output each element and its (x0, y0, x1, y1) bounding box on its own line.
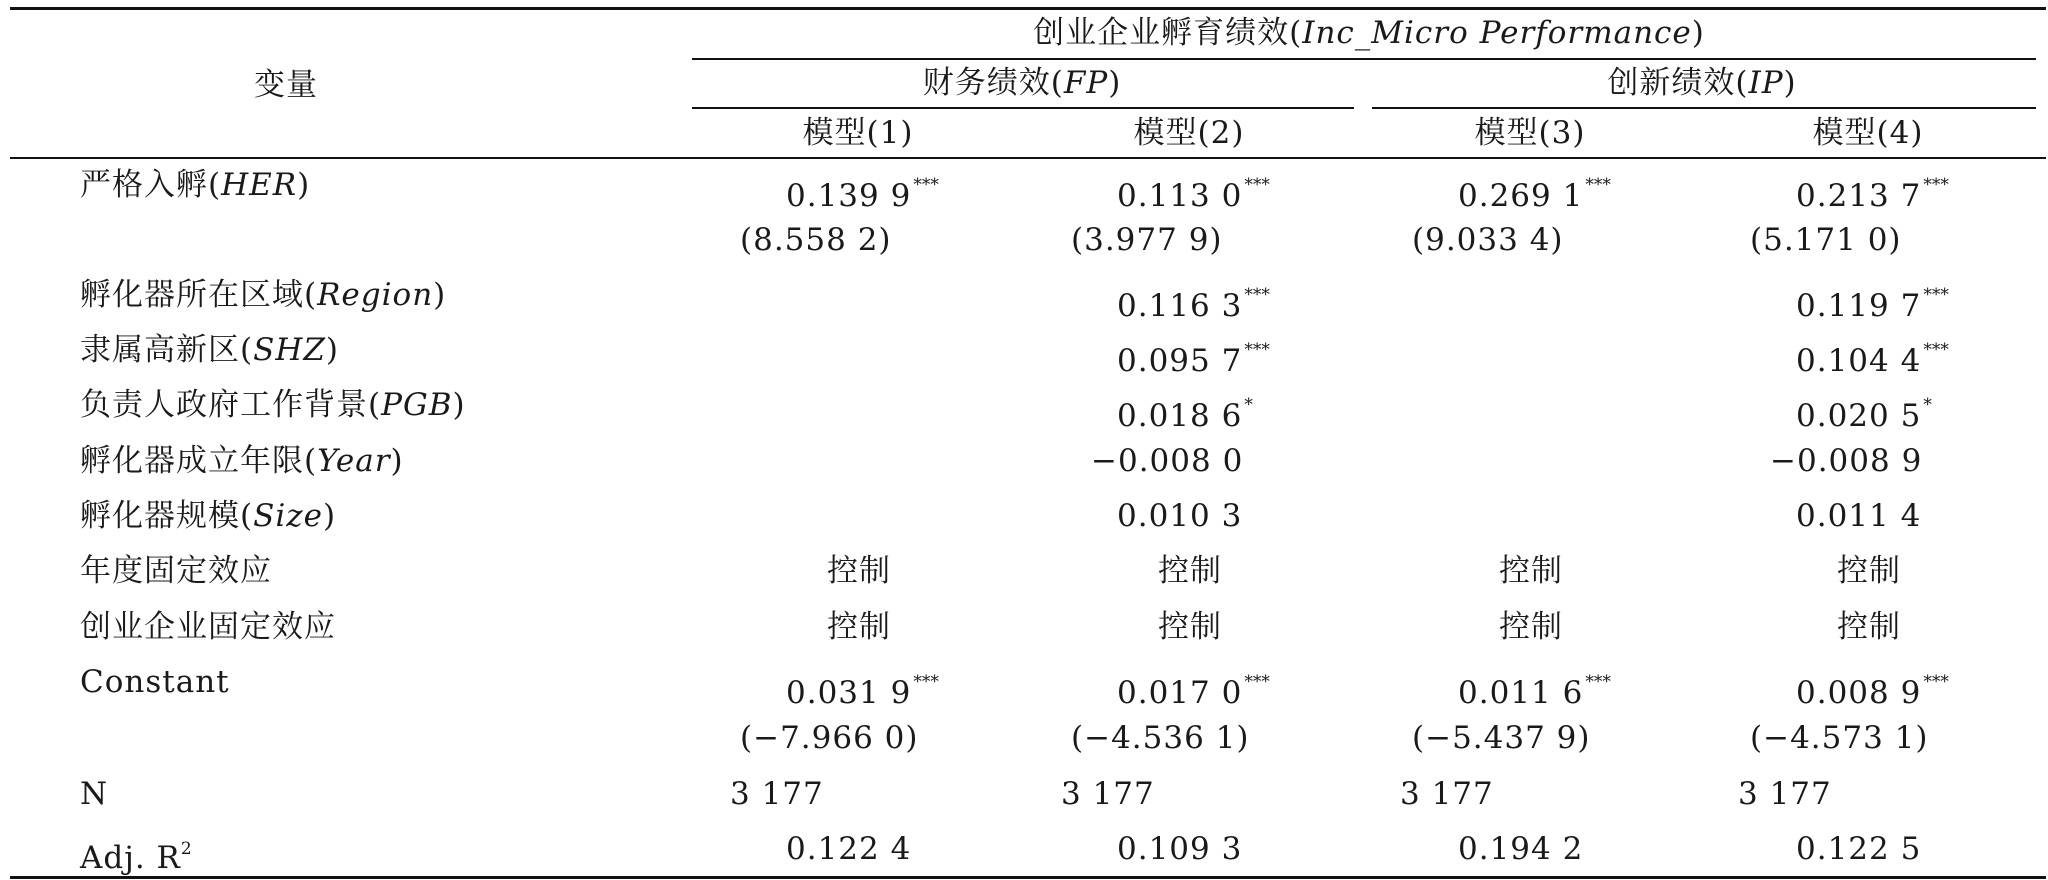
adj-r2-cell: 0.194 2 (1458, 831, 1584, 867)
table-cell: 0.011 4 (1796, 498, 1922, 534)
table-cell: 控制 (1158, 553, 1222, 589)
significance-stars: *** (1923, 340, 1949, 360)
super-header: 创业企业孵育绩效(Inc_Micro Performance) (1033, 15, 1705, 51)
significance-stars: *** (1585, 175, 1611, 195)
super-header-rule (692, 58, 2036, 60)
table-cell: (5.171 0) (1750, 222, 1902, 258)
row-label: 孵化器所在区域(Region) (80, 277, 447, 313)
table-cell: −0.008 9 (1770, 443, 1923, 479)
table-cell: 0.095 7 *** (1117, 340, 1270, 379)
row-label: 孵化器规模(Size) (80, 498, 337, 534)
significance-stars: *** (1244, 285, 1270, 305)
adj-r2-cell: 0.109 3 (1117, 831, 1243, 867)
table-cell: (8.558 2) (740, 222, 892, 258)
table-cell: −0.008 0 (1091, 443, 1244, 479)
table-cell: 0.011 6 *** (1458, 672, 1611, 711)
adj-r2-cell: 0.122 4 (786, 831, 912, 867)
table-cell: 0.269 1 *** (1458, 175, 1611, 214)
table-cell: (−4.536 1) (1071, 720, 1250, 756)
significance-stars: *** (1244, 672, 1270, 692)
table-cell: (−5.437 9) (1412, 720, 1591, 756)
table-cell: 控制 (1837, 553, 1901, 589)
table-cell: 0.010 3 (1117, 498, 1243, 534)
row-label-adj-r2: Adj. $R^2$ (80, 839, 192, 876)
significance-stars: *** (1244, 340, 1270, 360)
table-cell: 控制 (1499, 553, 1563, 589)
table-cell: 控制 (827, 609, 891, 645)
table-cell: (−4.573 1) (1750, 720, 1929, 756)
significance-stars: *** (1585, 672, 1611, 692)
model-header-4: 模型(4) (1812, 115, 1924, 151)
significance-stars: *** (1923, 175, 1949, 195)
model-header-1: 模型(1) (802, 115, 914, 151)
variable-header: 变量 (254, 67, 318, 103)
significance-stars: *** (913, 175, 939, 195)
table-cell: 3 177 (1061, 776, 1155, 812)
row-label: 年度固定效应 (80, 553, 272, 589)
row-label: 隶属高新区(SHZ) (80, 332, 340, 368)
table-cell: 0.020 5 * (1796, 395, 1932, 434)
table-cell: 3 177 (1738, 776, 1832, 812)
table-cell: 3 177 (1400, 776, 1494, 812)
table-cell: 0.008 9 *** (1796, 672, 1949, 711)
table-cell: 0.104 4 *** (1796, 340, 1949, 379)
table-cell: 控制 (1499, 609, 1563, 645)
significance-stars: *** (1923, 285, 1949, 305)
row-label: 严格入孵(HER) (80, 167, 311, 203)
table-cell: 0.018 6 * (1117, 395, 1253, 434)
model-header-3: 模型(3) (1474, 115, 1586, 151)
table-cell: 0.113 0 *** (1117, 175, 1270, 214)
table-cell: 0.116 3 *** (1117, 285, 1270, 324)
group-header-financial: 财务绩效(FP) (922, 65, 1122, 101)
significance-stars: * (1923, 395, 1932, 415)
table-cell: 3 177 (730, 776, 824, 812)
table-cell: (9.033 4) (1412, 222, 1564, 258)
significance-stars: *** (1923, 672, 1949, 692)
significance-stars: * (1244, 395, 1253, 415)
group1-rule (692, 107, 1354, 109)
row-label: 孵化器成立年限(Year) (80, 443, 404, 479)
table-cell: 控制 (1837, 609, 1901, 645)
significance-stars: *** (913, 672, 939, 692)
table-cell: 0.031 9 *** (786, 672, 939, 711)
table-cell: 0.017 0 *** (1117, 672, 1270, 711)
group2-rule (1372, 107, 2036, 109)
table-cell: 0.213 7 *** (1796, 175, 1949, 214)
group-header-innovation: 创新绩效(IP) (1607, 65, 1797, 101)
model-header-2: 模型(2) (1133, 115, 1245, 151)
table-cell: 0.139 9 *** (786, 175, 939, 214)
bottom-rule (10, 876, 2046, 879)
row-label: N (80, 776, 109, 812)
row-label: Constant (80, 664, 230, 700)
header-bottom-rule (10, 157, 2046, 159)
table-cell: (−7.966 0) (740, 720, 919, 756)
table-cell: 控制 (1158, 609, 1222, 645)
top-rule (10, 7, 2046, 10)
row-label: 创业企业固定效应 (80, 609, 336, 645)
adj-r2-cell: 0.122 5 (1796, 831, 1922, 867)
table-cell: 控制 (827, 553, 891, 589)
row-label: 负责人政府工作背景(PGB) (80, 387, 466, 423)
table-cell: (3.977 9) (1071, 222, 1223, 258)
table-cell: 0.119 7 *** (1796, 285, 1949, 324)
significance-stars: *** (1244, 175, 1270, 195)
